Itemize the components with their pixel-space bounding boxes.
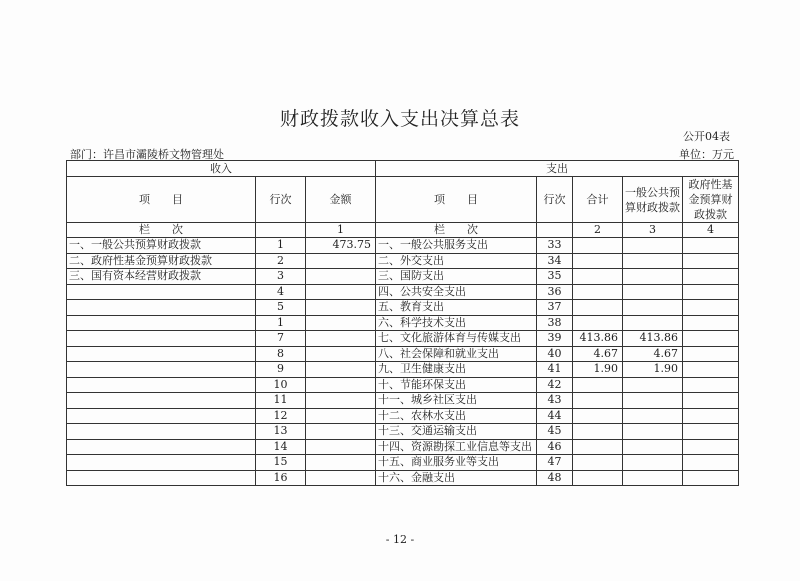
income-column-label: 栏 次 (67, 223, 256, 238)
income-item-cell (67, 331, 256, 347)
total-cell (573, 315, 623, 331)
income-item-cell (67, 470, 256, 486)
expense-item-cell: 十、节能环保支出 (376, 377, 537, 393)
income-item-cell (67, 346, 256, 362)
expense-column-label: 栏 次 (376, 223, 537, 238)
general-budget-cell (623, 470, 683, 486)
column-number-4: 4 (683, 223, 739, 238)
general-budget-cell (623, 439, 683, 455)
header-row-sections (67, 161, 739, 177)
general-budget-cell: 1.90 (623, 362, 683, 378)
general-budget-cell (623, 393, 683, 409)
income-item-cell (67, 315, 256, 331)
income-item-header: 项 目 (67, 177, 256, 223)
table-row (67, 362, 739, 378)
general-budget-cell (623, 269, 683, 285)
table-body (67, 161, 739, 486)
expense-row-no-cell: 46 (537, 439, 573, 455)
total-cell: 4.67 (573, 346, 623, 362)
income-row-no-header: 行次 (256, 177, 306, 223)
income-row-no-cell: 14 (256, 439, 306, 455)
income-amount-header: 金额 (306, 177, 376, 223)
column-number-1: 1 (306, 223, 376, 238)
expense-row-no-cell: 42 (537, 377, 573, 393)
expense-item-cell: 三、国防支出 (376, 269, 537, 285)
total-cell (573, 377, 623, 393)
gov-fund-cell (683, 315, 739, 331)
expense-row-no-cell: 45 (537, 424, 573, 440)
gov-fund-cell (683, 377, 739, 393)
gov-fund-cell (683, 439, 739, 455)
income-row-no-cell: 8 (256, 346, 306, 362)
general-budget-cell (623, 253, 683, 269)
expense-item-cell: 四、公共安全支出 (376, 284, 537, 300)
gov-fund-cell (683, 424, 739, 440)
income-header: 收入 (67, 161, 376, 177)
total-cell (573, 238, 623, 254)
income-row-no-cell: 7 (256, 331, 306, 347)
income-row-no-cell: 4 (256, 284, 306, 300)
expense-item-cell: 七、文化旅游体育与传媒支出 (376, 331, 537, 347)
page-title: 财政拨款收入支出决算总表 (279, 108, 520, 130)
expense-item-cell: 五、教育支出 (376, 300, 537, 316)
expense-row-no-cell: 48 (537, 470, 573, 486)
general-budget-cell (623, 238, 683, 254)
general-budget-cell (623, 315, 683, 331)
gov-fund-cell (683, 331, 739, 347)
total-cell (573, 470, 623, 486)
income-item-cell: 二、政府性基金预算财政拨款 (67, 253, 256, 269)
income-row-no-cell: 1 (256, 315, 306, 331)
table-row (67, 253, 739, 269)
income-amount-cell (306, 377, 376, 393)
income-row-no-cell: 10 (256, 377, 306, 393)
gov-fund-cell (683, 346, 739, 362)
budget-summary-table (66, 160, 739, 486)
general-budget-cell: 413.86 (623, 331, 683, 347)
expense-item-cell: 一、一般公共服务支出 (376, 238, 537, 254)
page-number: - 12 - (385, 533, 415, 546)
total-cell (573, 393, 623, 409)
gov-fund-cell (683, 300, 739, 316)
expense-row-no-header: 行次 (537, 177, 573, 223)
general-budget-cell (623, 408, 683, 424)
table-row (67, 455, 739, 471)
general-budget-cell: 4.67 (623, 346, 683, 362)
total-cell: 1.90 (573, 362, 623, 378)
income-amount-cell: 473.75 (306, 238, 376, 254)
income-item-cell (67, 300, 256, 316)
table-row (67, 346, 739, 362)
income-row-no-cell: 12 (256, 408, 306, 424)
total-cell (573, 408, 623, 424)
expense-item-cell: 十三、交通运输支出 (376, 424, 537, 440)
general-budget-cell (623, 377, 683, 393)
income-item-cell (67, 424, 256, 440)
income-amount-cell (306, 393, 376, 409)
expense-row-no-cell: 41 (537, 362, 573, 378)
total-cell (573, 284, 623, 300)
gov-fund-cell (683, 408, 739, 424)
gov-fund-cell (683, 455, 739, 471)
income-amount-cell (306, 253, 376, 269)
general-budget-cell (623, 455, 683, 471)
table-row (67, 408, 739, 424)
income-item-cell (67, 377, 256, 393)
income-amount-cell (306, 470, 376, 486)
total-cell (573, 269, 623, 285)
income-item-cell (67, 408, 256, 424)
expense-item-cell: 九、卫生健康支出 (376, 362, 537, 378)
expense-item-cell: 八、社会保障和就业支出 (376, 346, 537, 362)
table-row (67, 424, 739, 440)
expense-item-cell: 六、科学技术支出 (376, 315, 537, 331)
income-item-cell (67, 284, 256, 300)
general-budget-cell (623, 300, 683, 316)
total-cell (573, 439, 623, 455)
expense-item-cell: 十四、资源勘探工业信息等支出 (376, 439, 537, 455)
income-row-no-cell: 3 (256, 269, 306, 285)
expense-item-cell: 二、外交支出 (376, 253, 537, 269)
expense-row-no-cell: 40 (537, 346, 573, 362)
expense-item-cell: 十一、城乡社区支出 (376, 393, 537, 409)
income-amount-cell (306, 331, 376, 347)
income-row-no-cell: 1 (256, 238, 306, 254)
income-amount-cell (306, 362, 376, 378)
table-row (67, 439, 739, 455)
expense-item-cell: 十二、农林水支出 (376, 408, 537, 424)
gov-fund-cell (683, 284, 739, 300)
expense-row-no-cell: 47 (537, 455, 573, 471)
header-row-columns (67, 177, 739, 223)
total-cell (573, 253, 623, 269)
expense-row-no-cell: 44 (537, 408, 573, 424)
expense-row-no-cell: 35 (537, 269, 573, 285)
gov-fund-cell (683, 362, 739, 378)
form-number: 公开04表 (683, 130, 730, 143)
table-row (67, 470, 739, 486)
income-item-cell (67, 393, 256, 409)
income-amount-cell (306, 269, 376, 285)
table-row (67, 300, 739, 316)
income-amount-cell (306, 408, 376, 424)
income-amount-cell (306, 424, 376, 440)
income-item-cell: 三、国有资本经营财政拨款 (67, 269, 256, 285)
gov-fund-budget-header: 政府性基金预算财政拨款 (683, 177, 739, 223)
expense-item-cell: 十六、金融支出 (376, 470, 537, 486)
table-row (67, 269, 739, 285)
total-cell: 413.86 (573, 331, 623, 347)
income-row-no-cell: 16 (256, 470, 306, 486)
table-row (67, 315, 739, 331)
table-row (67, 238, 739, 254)
income-row-no-cell: 2 (256, 253, 306, 269)
general-budget-cell (623, 424, 683, 440)
expense-row-no-cell: 36 (537, 284, 573, 300)
general-budget-cell (623, 284, 683, 300)
empty-cell (537, 223, 573, 238)
income-item-cell (67, 455, 256, 471)
income-amount-cell (306, 455, 376, 471)
income-amount-cell (306, 300, 376, 316)
total-cell (573, 300, 623, 316)
total-cell (573, 455, 623, 471)
unit-label: 单位：万元 (679, 148, 734, 161)
gov-fund-cell (683, 238, 739, 254)
income-row-no-cell: 11 (256, 393, 306, 409)
total-cell (573, 424, 623, 440)
expense-row-no-cell: 33 (537, 238, 573, 254)
income-row-no-cell: 15 (256, 455, 306, 471)
income-row-no-cell: 9 (256, 362, 306, 378)
expense-row-no-cell: 43 (537, 393, 573, 409)
expense-row-no-cell: 39 (537, 331, 573, 347)
table-row (67, 284, 739, 300)
income-amount-cell (306, 346, 376, 362)
income-item-cell: 一、一般公共预算财政拨款 (67, 238, 256, 254)
empty-cell (256, 223, 306, 238)
department-label: 部门：许昌市灞陵桥文物管理处 (70, 148, 224, 161)
expense-row-no-cell: 37 (537, 300, 573, 316)
gov-fund-cell (683, 470, 739, 486)
column-number-2: 2 (573, 223, 623, 238)
income-item-cell (67, 362, 256, 378)
income-row-no-cell: 5 (256, 300, 306, 316)
gov-fund-cell (683, 253, 739, 269)
income-amount-cell (306, 284, 376, 300)
header-row-column-numbers (67, 223, 739, 238)
total-header: 合计 (573, 177, 623, 223)
gov-fund-cell (683, 393, 739, 409)
gov-fund-cell (683, 269, 739, 285)
income-amount-cell (306, 439, 376, 455)
expense-item-header: 项 目 (376, 177, 537, 223)
table-row (67, 377, 739, 393)
general-budget-header: 一般公共预算财政拨款 (623, 177, 683, 223)
expense-row-no-cell: 38 (537, 315, 573, 331)
expense-row-no-cell: 34 (537, 253, 573, 269)
table-row (67, 331, 739, 347)
column-number-3: 3 (623, 223, 683, 238)
expense-item-cell: 十五、商业服务业等支出 (376, 455, 537, 471)
income-item-cell (67, 439, 256, 455)
income-row-no-cell: 13 (256, 424, 306, 440)
expense-header: 支出 (376, 161, 739, 177)
table-row (67, 393, 739, 409)
income-amount-cell (306, 315, 376, 331)
